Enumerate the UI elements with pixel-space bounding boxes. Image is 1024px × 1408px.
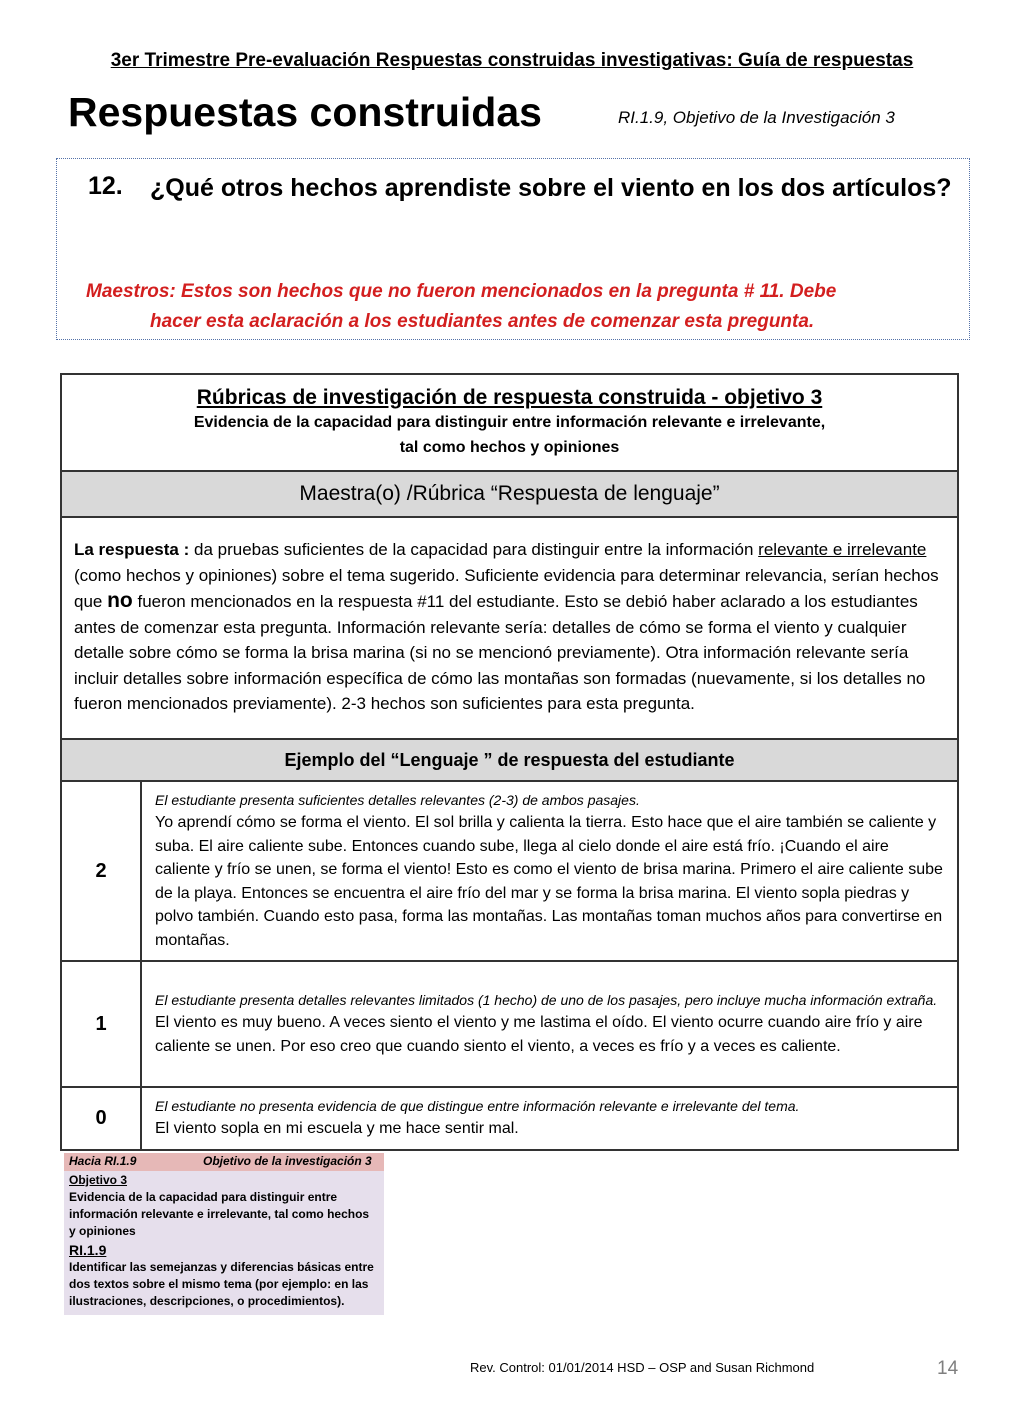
response-underlined: relevante e irrelevante — [758, 540, 927, 560]
teacher-note-line2: hacer esta aclaración a los estudiantes antes de comenzar esta pregunta. — [150, 311, 815, 332]
sidebox-header — [64, 1153, 384, 1171]
student-example: Yo aprendí cómo se forma el viento. El sol brilla y calienta la tierra. Esto hace que el aire también se caliente y suba. El aire caliente sube. Entonces cuando sube, llega al cielo donde el aire está frío. ¡Cuando el aire caliente y frío se unen, se forma el viento! Esto es como el viento de brisa marina. Primero el aire caliente sube de la playa. Entonces se encuentra el aire frío del mar y se forma la brisa marina. El viento sopla piedras y polvo también. Cuando esto pasa, forma las montañas. Las montañas toman muchos años para convertirse en montañas. — [155, 814, 943, 949]
revision-footer: Rev. Control: 01/01/2014 HSD – OSP and Susan Richmond — [470, 1360, 815, 1375]
rubric-table — [60, 373, 959, 1151]
score-description: El estudiante presenta detalles relevantes limitados (1 hecho) de uno de los pasajes, pero incluye mucha información extraña. — [155, 992, 938, 1008]
page-number: 14 — [937, 1358, 959, 1379]
sidebox-header-right: Objetivo de la investigación 3 — [203, 1154, 372, 1168]
standard-text: Identificar las semejanzas y diferencias básicas entre dos textos sobre el mismo tema (por ejemplo: en las ilustraciones, descripciones, o procedimientos). — [69, 1260, 374, 1308]
example-row — [61, 781, 958, 961]
response-part3: fueron mencionados en la respuesta #11 del estudiante. Esto se debió haber aclarado a los estudiantes antes de comenzar esta pregunta. Información relevante sería: detalles de cómo se forma el viento y cualquier detalle sobre cómo se forma la brisa marina (si no se mencionó previamente). Otra información relevante sería incluir detalles sobre información específica de cómo las montañas son formadas (nuevamente, si los detalles no fueron mencionados previamente). 2-3 hechos son suficientes para esta pregunta. — [74, 592, 926, 714]
objective-text: Evidencia de la capacidad para distinguir entre información relevante e irrelevante, tal como hechos y opiniones — [69, 1190, 370, 1238]
response-label: La respuesta : — [74, 540, 190, 560]
objective-label: Objetivo 3 — [69, 1173, 128, 1187]
response-criteria — [61, 517, 958, 739]
student-example: El viento es muy bueno. A veces siento el viento y me lastima el oído. El viento ocurre cuando aire frío y aire caliente se unen. Por eso creo que cuando siento el viento, a veces es frío y a veces es caliente. — [155, 1014, 923, 1055]
rubric-title-row — [61, 374, 958, 471]
rubric-title-cell — [61, 374, 958, 471]
score-description: El estudiante presenta suficientes detalles relevantes (2-3) de ambos pasajes. — [155, 792, 640, 808]
example-cell — [141, 1087, 958, 1150]
standard-label: RI.1.9 — [69, 1242, 107, 1258]
teacher-note — [86, 277, 946, 337]
question-text: ¿Qué otros hechos aprendiste sobre el viento en los dos artículos? — [150, 174, 952, 202]
teacher-note-line1: Maestros: Estos son hechos que no fueron mencionados en la pregunta # 11. Debe — [86, 281, 837, 302]
student-example: El viento sopla en mi escuela y me hace sentir mal. — [155, 1120, 519, 1137]
sidebox-header-left: Hacia RI.1.9 — [69, 1154, 137, 1168]
score-value: 2 — [61, 781, 141, 961]
standards-sidebox — [64, 1153, 384, 1315]
standard-reference: RI.1.9, Objetivo de la Investigación 3 — [618, 108, 895, 127]
example-heading: Ejemplo del “Lenguaje ” de respuesta del estudiante — [61, 739, 958, 781]
score-description: El estudiante no presenta evidencia de que distingue entre información relevante e irrelevante del tema. — [155, 1098, 800, 1114]
response-part1: da pruebas suficientes de la capacidad para distinguir entre la información — [189, 540, 759, 560]
example-cell — [141, 781, 958, 961]
document-header: 3er Trimestre Pre-evaluación Respuestas construidas investigativas: Guía de respuestas — [110, 50, 914, 71]
example-row — [61, 1087, 958, 1150]
score-value: 1 — [61, 961, 141, 1087]
rubric-subtitle-line2: tal como hechos y opiniones — [399, 438, 620, 456]
response-no: no — [107, 589, 133, 613]
response-part2: (como hechos y opiniones) sobre el tema sugerido. Suficiente evidencia para determinar relevancia, serían hechos que — [74, 565, 939, 612]
question-number: 12. — [88, 172, 123, 200]
page-title: Respuestas construidas — [68, 89, 542, 135]
rubric-subtitle-line1: Evidencia de la capacidad para distinguir entre información relevante e irrelevante, — [193, 413, 826, 431]
example-cell — [141, 961, 958, 1087]
teacher-rubric-heading: Maestra(o) /Rúbrica “Respuesta de lenguaje” — [61, 471, 958, 517]
example-row — [61, 961, 958, 1087]
score-value: 0 — [61, 1087, 141, 1150]
rubric-title: Rúbricas de investigación de respuesta construida - objetivo 3 — [196, 385, 823, 409]
